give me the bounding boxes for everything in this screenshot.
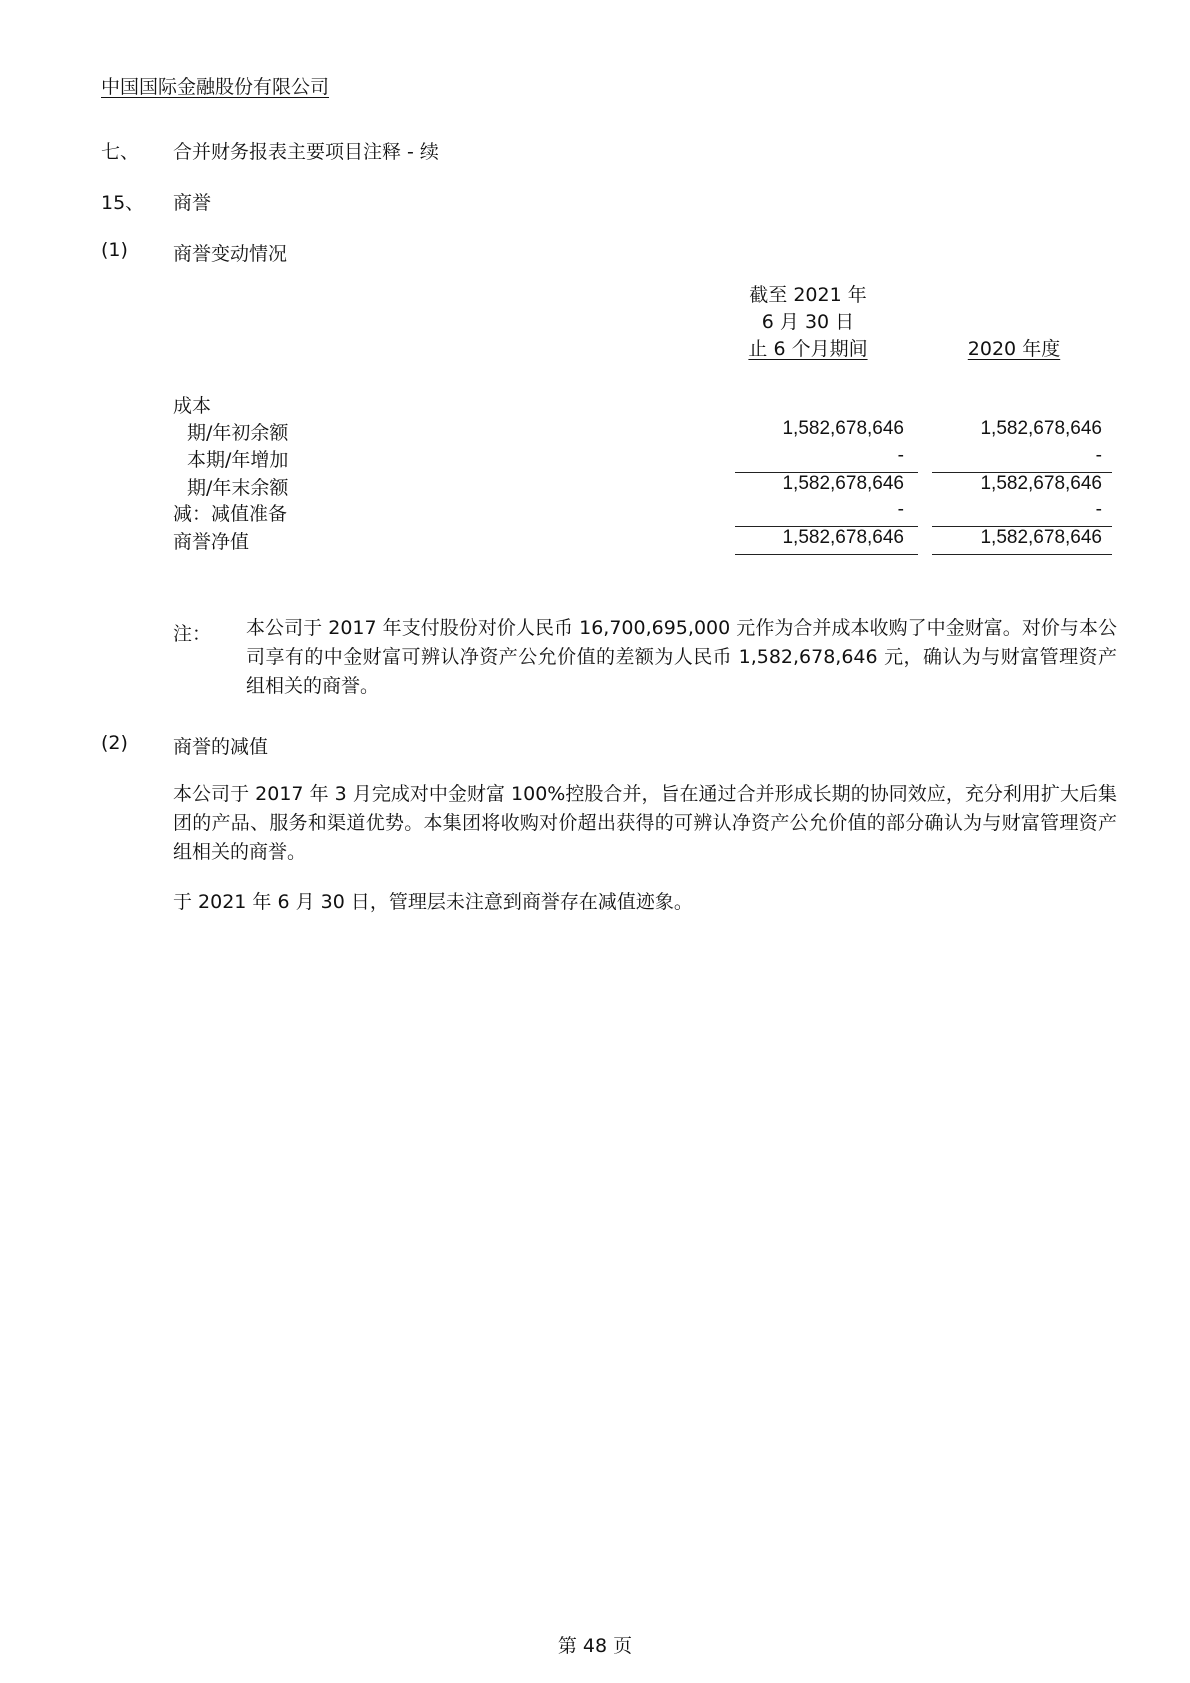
section-title: 合并财务报表主要项目注释 - 续 [173, 141, 439, 163]
subsection-1-number: (1) [101, 239, 128, 261]
column-header-year: 2020 年度 [967, 338, 1061, 360]
row-label-impairment: 减：减值准备 [173, 503, 288, 525]
subsection-1-title: 商誉变动情况 [173, 243, 288, 265]
column-header-period [698, 282, 918, 363]
value-net-period: 1,582,678,646 [782, 527, 904, 548]
total-rule-period [735, 554, 918, 555]
value-additions-year: - [1095, 445, 1102, 466]
page-number: 第 48 页 [557, 1635, 633, 1657]
row-label-net-goodwill: 商誉净值 [173, 531, 250, 553]
value-closing-year: 1,582,678,646 [980, 473, 1102, 494]
value-net-year: 1,582,678,646 [980, 527, 1102, 548]
row-label-additions: 本期/年增加 [187, 449, 289, 471]
value-additions-period: - [897, 445, 904, 466]
impairment-paragraph-2: 于 2021 年 6 月 30 日，管理层未注意到商誉存在减值迹象。 [173, 891, 693, 913]
total-rule-year [932, 554, 1112, 555]
subsection-2-number: (2) [101, 732, 128, 754]
row-label-closing-balance: 期/年末余额 [187, 477, 289, 499]
value-opening-period: 1,582,678,646 [782, 418, 904, 439]
item-number: 15、 [101, 192, 145, 214]
value-impairment-period: - [897, 499, 904, 520]
section-number: 七、 [101, 141, 140, 163]
row-label-opening-balance: 期/年初余额 [187, 422, 289, 444]
column-header-period-line1: 截至 2021 年 [749, 284, 867, 306]
row-label-cost: 成本 [173, 395, 212, 417]
subsection-2-title: 商誉的减值 [173, 736, 269, 758]
impairment-paragraph-1: 本公司于 2017 年 3 月完成对中金财富 100%控股合并，旨在通过合并形成长期的协同效应，充分利用扩大后集团的产品、服务和渠道优势。本集团将收购对价超出获得的可辨认净资产公允价值的部分确认为与财富管理资产组相关的商誉。 [173, 783, 1117, 863]
item-title: 商誉 [173, 192, 212, 214]
note-text: 本公司于 2017 年支付股份对价人民币 16,700,695,000 元作为合并成本收购了中金财富。对价与本公司享有的中金财富可辨认净资产公允价值的差额为人民币 1,582,678,646 元，确认为与财富管理资产组相关的商誉。 [246, 617, 1117, 697]
note-label: 注： [173, 623, 212, 645]
value-closing-period: 1,582,678,646 [782, 473, 904, 494]
column-header-period-line2: 6 月 30 日 [761, 311, 855, 333]
column-header-period-line3: 止 6 个月期间 [748, 338, 868, 360]
company-name: 中国国际金融股份有限公司 [101, 76, 330, 98]
value-opening-year: 1,582,678,646 [980, 418, 1102, 439]
value-impairment-year: - [1095, 499, 1102, 520]
